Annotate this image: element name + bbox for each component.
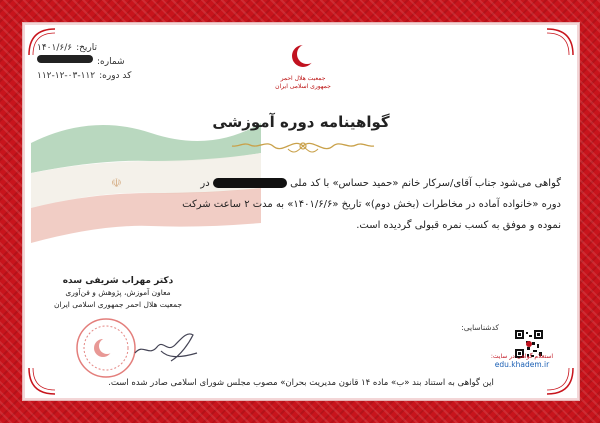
signatory-name: دکتر مهراب شریفی سده bbox=[62, 276, 174, 286]
date-value: ۱۴۰۱/۶/۶ bbox=[37, 43, 73, 53]
id-code-label: کدشناسایی: bbox=[461, 323, 499, 332]
certificate-title: گواهینامه دوره آموزشی bbox=[212, 113, 390, 131]
red-crescent-icon bbox=[288, 41, 318, 71]
signatory-title-2: جمعیت هلال احمر جمهوری اسلامی ایران bbox=[53, 300, 183, 309]
redacted-national-id bbox=[213, 178, 287, 188]
course-code-label: کد دوره: bbox=[99, 71, 132, 81]
title-ornament-icon bbox=[228, 135, 378, 157]
date-label: تاریخ: bbox=[76, 43, 98, 53]
official-stamp-icon bbox=[75, 317, 137, 379]
certificate-body bbox=[41, 173, 561, 236]
verification-url-link[interactable]: edu.khadem.ir bbox=[494, 360, 550, 369]
body-line-1-end: در bbox=[200, 178, 210, 189]
legal-footer: این گواهی به استناد بند «ب» ماده ۱۴ قانون مدیریت بحران» مصوب مجلس شورای اسلامی صادر شده است. bbox=[108, 378, 494, 388]
svg-text:☫: ☫ bbox=[111, 176, 122, 190]
red-crescent-logo bbox=[275, 41, 331, 91]
certificate-sheet bbox=[22, 22, 580, 401]
body-line-1-text: گواهی می‌شود جناب آقای/سرکار خانم «حمید حساس» با کد ملی bbox=[290, 178, 561, 189]
qr-code-icon bbox=[501, 315, 557, 381]
signatory-title-1: معاون آموزش، پژوهش و فن‌آوری bbox=[65, 288, 171, 297]
course-code-value: ۱۱۲-۱۲-۰۳-۱۱۲ bbox=[37, 71, 96, 81]
corner-ornament-icon bbox=[545, 27, 575, 57]
certificate-header bbox=[37, 41, 131, 83]
redacted-number bbox=[37, 55, 93, 63]
signatory-block bbox=[53, 275, 183, 311]
logo-text-line2: جمهوری اسلامی ایران bbox=[275, 83, 331, 90]
handwritten-signature-icon bbox=[131, 323, 201, 367]
body-line-1 bbox=[41, 173, 561, 194]
verification-text: استعلام گواهی در سایت: bbox=[490, 353, 554, 360]
logo-text-line1: جمعیت هلال احمر bbox=[280, 75, 326, 82]
verification-block bbox=[487, 353, 557, 369]
number-label: شماره: bbox=[97, 57, 125, 67]
body-line-2: دوره «خانواده آماده در مخاطرات (بخش دوم)» تاریخ «۱۴۰۱/۶/۶» به مدت ۲ ساعت شرکت bbox=[182, 199, 561, 210]
body-line-3: نموده و موفق به کسب نمره قبولی گردیده است. bbox=[356, 220, 561, 231]
